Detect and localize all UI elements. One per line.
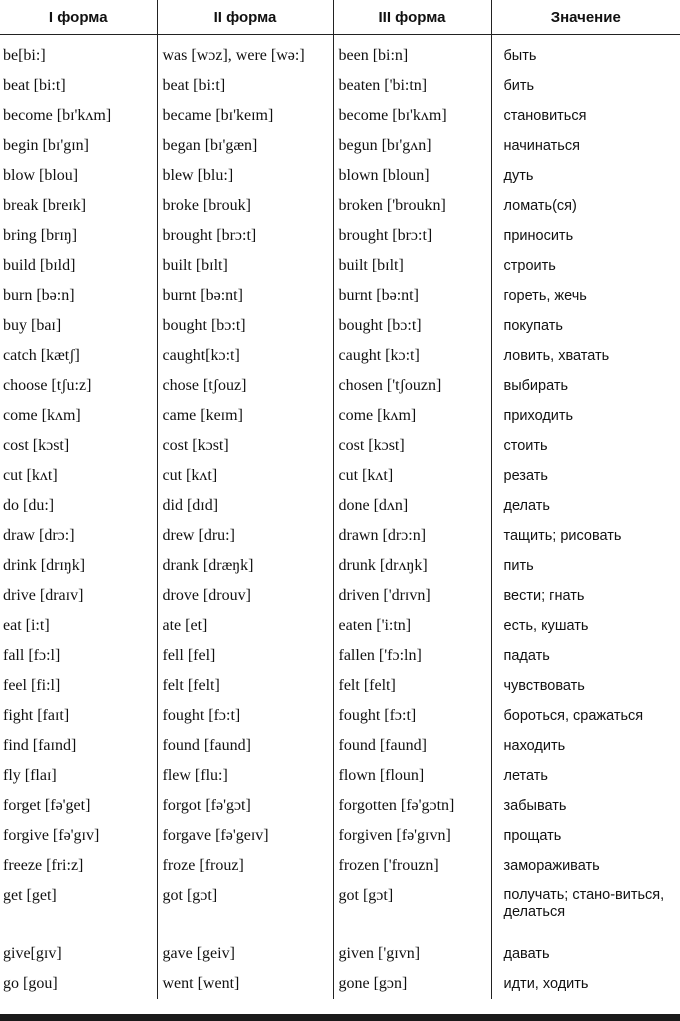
cell-form-3: drunk [drʌŋk] <box>333 551 491 581</box>
cell-form-3: frozen ['frouzn] <box>333 851 491 881</box>
cell-form-3: fought [fɔ:t] <box>333 701 491 731</box>
cell-form-2: bought [bɔ:t] <box>157 311 333 341</box>
cell-form-2: caught[kɔ:t] <box>157 341 333 371</box>
table-row <box>0 551 680 581</box>
table-row <box>0 641 680 671</box>
cell-form-2: built [bɪlt] <box>157 251 333 281</box>
cell-meaning: делать <box>491 491 680 521</box>
cell-form-2: was [wɔz], were [wə:] <box>157 35 333 72</box>
cell-meaning: дуть <box>491 161 680 191</box>
table-row <box>0 431 680 461</box>
cell-form-1: come [kʌm] <box>3 407 81 424</box>
cell-form-1: buy [baɪ] <box>3 317 62 334</box>
cell-form-2: blew [blu:] <box>157 161 333 191</box>
cell-form-3: caught [kɔ:t] <box>333 341 491 371</box>
cell-form-2: found [faund] <box>157 731 333 761</box>
cell-form-1: drive [draɪv] <box>3 587 84 604</box>
cell-form-2: felt [felt] <box>157 671 333 701</box>
cell-form-2: burnt [bə:nt] <box>157 281 333 311</box>
cell-form-1: forget [fə'get] <box>3 797 91 814</box>
table-row <box>0 701 680 731</box>
cell-form-3: burnt [bə:nt] <box>333 281 491 311</box>
cell-form-3: been [bi:n] <box>333 35 491 72</box>
cell-meaning: идти, ходить <box>491 969 680 999</box>
cell-meaning: давать <box>491 939 680 969</box>
table-row <box>0 221 680 251</box>
cell-form-1: build [bɪld] <box>3 257 76 274</box>
cell-meaning: быть <box>491 35 680 72</box>
cell-meaning: вести; гнать <box>491 581 680 611</box>
cell-meaning: гореть, жечь <box>491 281 680 311</box>
cell-meaning: бить <box>491 71 680 101</box>
cell-form-1: become [bɪ'kʌm] <box>3 107 112 124</box>
cell-meaning: чувствовать <box>491 671 680 701</box>
cell-form-2: did [dɪd] <box>157 491 333 521</box>
table-row <box>0 461 680 491</box>
table-row <box>0 581 680 611</box>
header-meaning: Значение <box>491 0 680 35</box>
cell-form-3: fallen ['fɔ:ln] <box>333 641 491 671</box>
cell-form-1: break [breɪk] <box>3 197 87 214</box>
cell-form-3: built [bɪlt] <box>333 251 491 281</box>
cell-form-1: forgive [fə'gɪv] <box>3 827 100 844</box>
table-row <box>0 851 680 881</box>
cell-meaning: замораживать <box>491 851 680 881</box>
table-row <box>0 35 680 72</box>
table-row <box>0 71 680 101</box>
cell-form-2: brought [brɔ:t] <box>157 221 333 251</box>
header-form-3: III форма <box>333 0 491 35</box>
table-row <box>0 251 680 281</box>
cell-meaning: строить <box>491 251 680 281</box>
cell-form-1: freeze [fri:z] <box>3 857 84 874</box>
cell-form-3: beaten ['bi:tn] <box>333 71 491 101</box>
cell-form-1: find [faɪnd] <box>3 737 77 754</box>
cell-meaning: летать <box>491 761 680 791</box>
cell-form-2: forgot [fə'gɔt] <box>157 791 333 821</box>
table-row <box>0 939 680 969</box>
cell-meaning: бороться, сражаться <box>491 701 680 731</box>
table-row <box>0 611 680 641</box>
table-row <box>0 821 680 851</box>
cell-form-1: give[gɪv] <box>3 945 62 962</box>
header-form-2: II форма <box>157 0 333 35</box>
cell-form-2: went [went] <box>157 969 333 999</box>
cell-form-1: get [get] <box>3 887 57 904</box>
cell-meaning: ловить, хватать <box>491 341 680 371</box>
header-form-1: I форма <box>0 0 157 35</box>
cell-form-2: drew [dru:] <box>157 521 333 551</box>
cell-form-2: began [bɪ'gæn] <box>157 131 333 161</box>
table-row <box>0 101 680 131</box>
cell-meaning: находить <box>491 731 680 761</box>
cell-form-3: got [gɔt] <box>333 881 491 939</box>
table-row <box>0 371 680 401</box>
cell-form-1: fall [fɔ:l] <box>3 647 61 664</box>
cell-form-1: cut [kʌt] <box>3 467 58 484</box>
cell-form-1: drink [drɪŋk] <box>3 557 86 574</box>
cell-form-1: catch [kætʃ] <box>3 347 80 364</box>
cell-meaning: резать <box>491 461 680 491</box>
table-row <box>0 969 680 999</box>
cell-meaning: покупать <box>491 311 680 341</box>
cell-form-3: felt [felt] <box>333 671 491 701</box>
cell-form-2: got [gɔt] <box>157 881 333 939</box>
cell-form-3: chosen ['tʃouzn] <box>333 371 491 401</box>
cell-form-1: draw [drɔ:] <box>3 527 75 544</box>
cell-form-1: fight [faɪt] <box>3 707 70 724</box>
cell-meaning: забывать <box>491 791 680 821</box>
cell-form-3: blown [bloun] <box>333 161 491 191</box>
cell-form-3: given ['gɪvn] <box>333 939 491 969</box>
cell-form-1: go [gou] <box>3 975 58 992</box>
cell-meaning: приносить <box>491 221 680 251</box>
cell-form-2: became [bɪ'keɪm] <box>157 101 333 131</box>
cell-form-1: fly [flaɪ] <box>3 767 57 784</box>
table-row <box>0 401 680 431</box>
cell-form-1: eat [i:t] <box>3 617 50 634</box>
table-row <box>0 311 680 341</box>
cell-form-1: beat [bi:t] <box>3 77 66 94</box>
table-row <box>0 881 680 939</box>
cell-meaning: падать <box>491 641 680 671</box>
table-row <box>0 131 680 161</box>
table-row <box>0 281 680 311</box>
cell-form-3: driven ['drɪvn] <box>333 581 491 611</box>
cell-meaning: стоить <box>491 431 680 461</box>
cell-form-2: cut [kʌt] <box>157 461 333 491</box>
cell-form-2: broke [brouk] <box>157 191 333 221</box>
cell-meaning: тащить; рисовать <box>491 521 680 551</box>
cell-form-2: flew [flu:] <box>157 761 333 791</box>
cell-form-3: come [kʌm] <box>333 401 491 431</box>
table-row <box>0 161 680 191</box>
cell-form-2: fell [fel] <box>157 641 333 671</box>
cell-meaning: ломать(ся) <box>491 191 680 221</box>
cell-form-2: drove [drouv] <box>157 581 333 611</box>
cell-form-3: begun [bɪ'gʌn] <box>333 131 491 161</box>
table-row <box>0 191 680 221</box>
cell-form-3: flown [floun] <box>333 761 491 791</box>
cell-form-2: gave [geiv] <box>157 939 333 969</box>
cell-meaning: становиться <box>491 101 680 131</box>
cell-form-3: cost [kɔst] <box>333 431 491 461</box>
cell-meaning: есть, кушать <box>491 611 680 641</box>
table-header-row <box>0 0 680 35</box>
cell-form-1: do [du:] <box>3 497 55 514</box>
cell-form-2: chose [tʃouz] <box>157 371 333 401</box>
cell-form-2: cost [kɔst] <box>157 431 333 461</box>
cell-form-1: burn [bə:n] <box>3 287 75 304</box>
cell-form-3: bought [bɔ:t] <box>333 311 491 341</box>
cell-form-3: drawn [drɔ:n] <box>333 521 491 551</box>
cell-form-1: begin [bɪ'gɪn] <box>3 137 89 154</box>
table-row <box>0 341 680 371</box>
cell-form-3: brought [brɔ:t] <box>333 221 491 251</box>
table-row <box>0 761 680 791</box>
cell-form-2: came [keɪm] <box>157 401 333 431</box>
cell-form-1: choose [tʃu:z] <box>3 377 92 394</box>
cell-meaning: начинаться <box>491 131 680 161</box>
cell-form-3: eaten ['i:tn] <box>333 611 491 641</box>
cell-form-1: cost [kɔst] <box>3 437 70 454</box>
cell-form-1: feel [fi:l] <box>3 677 61 694</box>
table-row <box>0 791 680 821</box>
table-row <box>0 491 680 521</box>
cell-form-3: cut [kʌt] <box>333 461 491 491</box>
cell-form-2: drank [dræŋk] <box>157 551 333 581</box>
cell-form-2: ate [et] <box>157 611 333 641</box>
cell-form-3: forgotten [fə'gɔtn] <box>333 791 491 821</box>
cell-form-1: bring [brɪŋ] <box>3 227 78 244</box>
table-row <box>0 671 680 701</box>
cell-form-2: fought [fɔ:t] <box>157 701 333 731</box>
cell-form-3: broken ['broukn] <box>333 191 491 221</box>
cell-form-3: found [faund] <box>333 731 491 761</box>
cell-meaning: выбирать <box>491 371 680 401</box>
cell-meaning: пить <box>491 551 680 581</box>
cell-form-3: forgiven [fə'gɪvn] <box>333 821 491 851</box>
table-body <box>0 35 680 1000</box>
cell-form-2: forgave [fə'geɪv] <box>157 821 333 851</box>
scan-bottom-edge <box>0 1014 680 1021</box>
cell-form-1: be[bi:] <box>3 47 46 64</box>
cell-form-3: gone [gɔn] <box>333 969 491 999</box>
table-row <box>0 731 680 761</box>
table-row <box>0 521 680 551</box>
cell-form-2: beat [bi:t] <box>157 71 333 101</box>
cell-form-2: froze [frouz] <box>157 851 333 881</box>
cell-meaning: приходить <box>491 401 680 431</box>
cell-form-3: done [dʌn] <box>333 491 491 521</box>
cell-meaning: получать; стано-виться, делаться <box>491 881 680 939</box>
cell-form-3: become [bɪ'kʌm] <box>333 101 491 131</box>
cell-form-1: blow [blou] <box>3 167 79 184</box>
cell-meaning: прощать <box>491 821 680 851</box>
